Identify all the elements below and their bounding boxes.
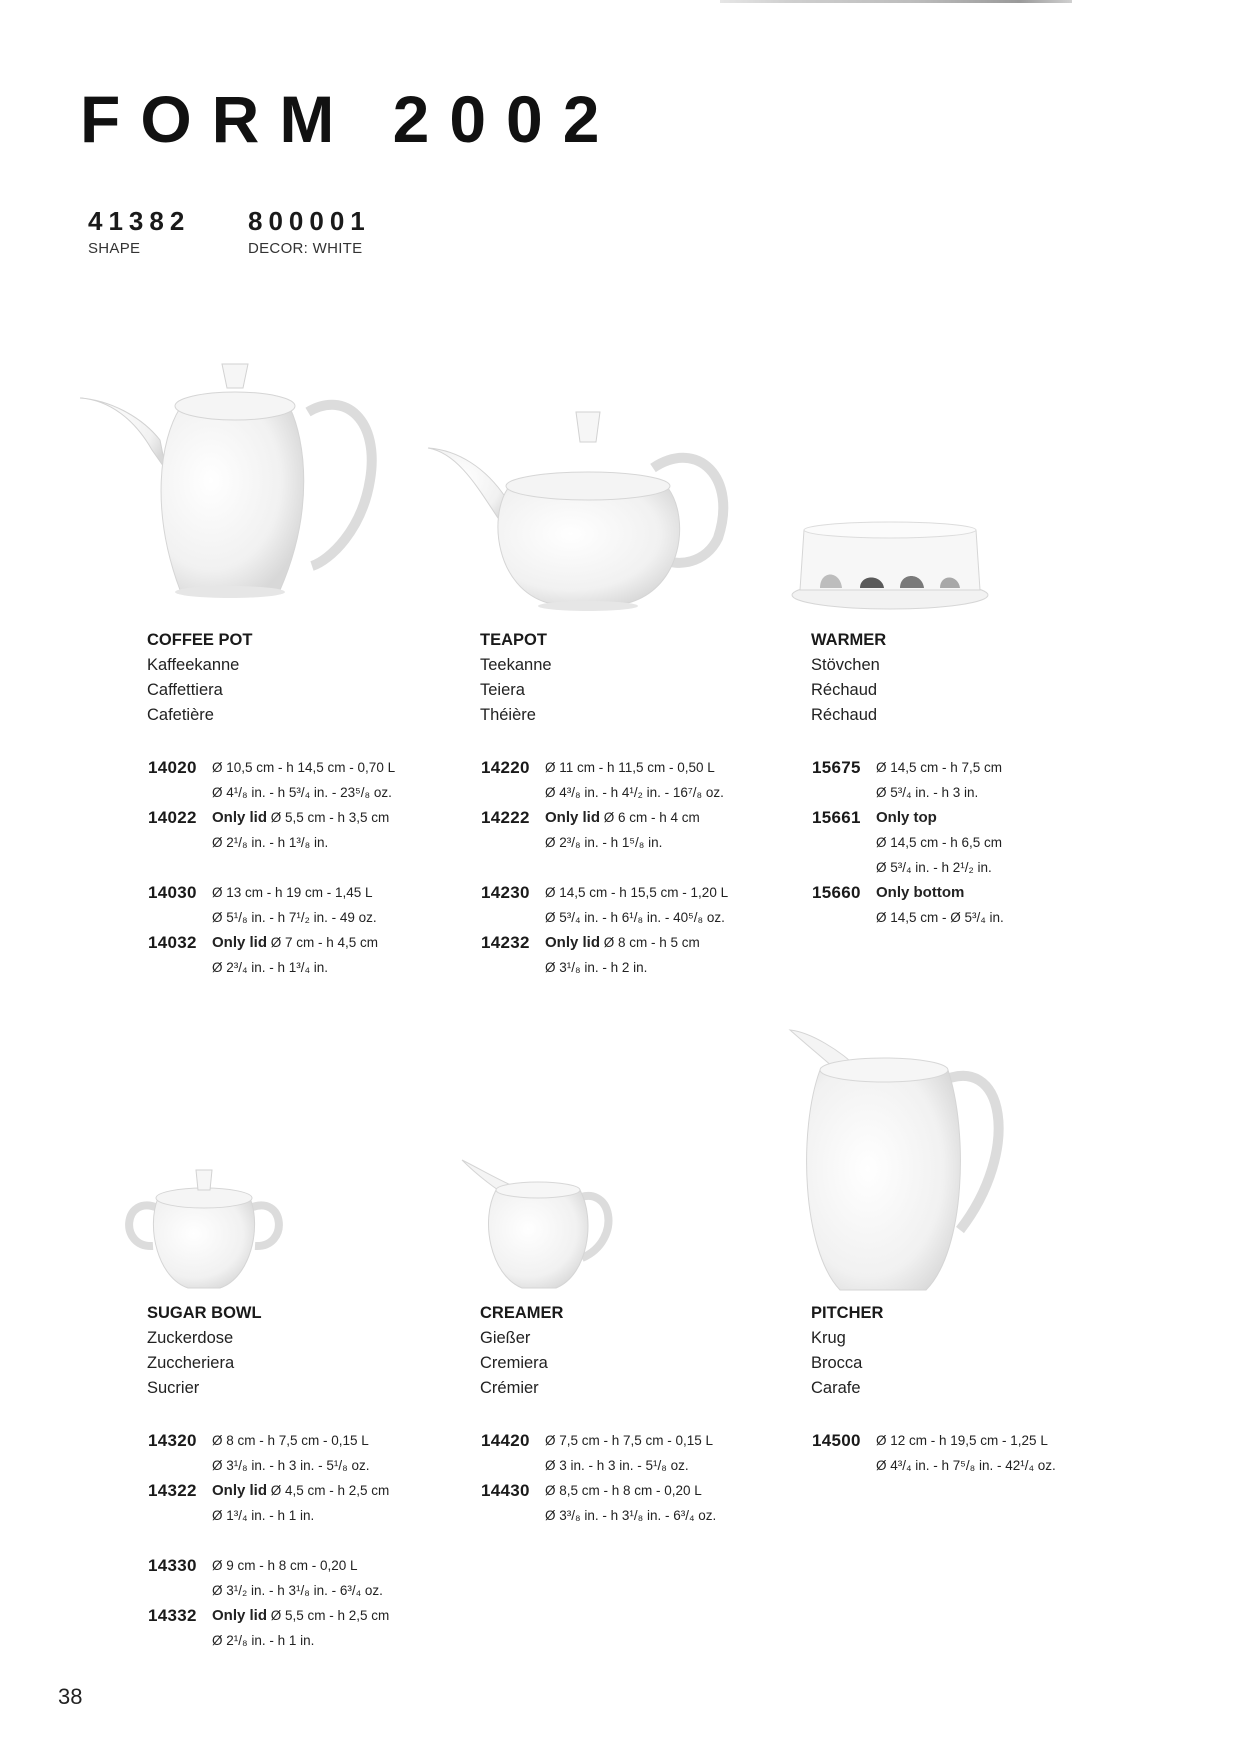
spec-list-creamer	[481, 1428, 811, 1528]
spec-row: Ø 3¹/₈ in. - h 3 in. - 5¹/₈ oz.	[212, 1458, 370, 1473]
product-name-fr: Réchaud	[811, 706, 878, 724]
page-number: 38	[58, 1684, 83, 1709]
spec-row: 14222 Only lid Ø 6 cm - h 4 cm	[481, 808, 700, 827]
product-name: COFFEE POT	[147, 631, 253, 649]
decor-code: 800001	[248, 206, 371, 236]
spec-row: 14430 Ø 8,5 cm - h 8 cm - 0,20 L	[481, 1481, 702, 1500]
spec-row: Ø 14,5 cm - Ø 5³/₄ in.	[876, 910, 1004, 925]
sugar-bowl-icon	[118, 1168, 290, 1296]
spec-row: Ø 2¹/₈ in. - h 1 in.	[212, 1633, 315, 1648]
shape-label: SHAPE	[88, 240, 141, 257]
spec-row: Ø 3¹/₂ in. - h 3¹/₈ in. - 6³/₄ oz.	[212, 1583, 383, 1598]
spec-list-pitcher	[812, 1428, 1142, 1478]
spec-row: 14232 Only lid Ø 8 cm - h 5 cm	[481, 933, 700, 952]
spec-row: Ø 5³/₄ in. - h 6¹/₈ in. - 40⁵/₈ oz.	[545, 910, 725, 925]
spec-row: 15660 Only bottom	[812, 883, 965, 902]
pitcher-icon	[790, 1020, 1016, 1298]
product-name-fr: Carafe	[811, 1379, 861, 1397]
product-name: SUGAR BOWL	[147, 1304, 262, 1322]
spec-row: 14032 Only lid Ø 7 cm - h 4,5 cm	[148, 933, 379, 952]
spec-row: Ø 1³/₄ in. - h 1 in.	[212, 1508, 315, 1523]
product-block-creamer	[480, 1300, 780, 1401]
spec-row: Ø 5³/₄ in. - h 2¹/₂ in.	[876, 860, 992, 875]
product-name-it: Zuccheriera	[147, 1354, 235, 1372]
product-name-de: Zuckerdose	[147, 1329, 234, 1347]
spec-row: Ø 2¹/₈ in. - h 1³/₈ in.	[212, 835, 329, 850]
spec-list-warmer	[812, 755, 1142, 930]
spec-row: 15675 Ø 14,5 cm - h 7,5 cm	[812, 758, 1003, 777]
spec-row: Ø 3³/₈ in. - h 3¹/₈ in. - 6³/₄ oz.	[545, 1508, 717, 1523]
spec-row: Ø 3 in. - h 3 in. - 5¹/₈ oz.	[545, 1458, 689, 1473]
spec-row: 14030 Ø 13 cm - h 19 cm - 1,45 L	[148, 883, 373, 902]
spec-row: Ø 5¹/₈ in. - h 7¹/₂ in. - 49 oz.	[212, 910, 377, 925]
product-name-it: Teiera	[480, 681, 525, 699]
spec-row: Ø 4³/₈ in. - h 4¹/₂ in. - 16⁷/₈ oz.	[545, 785, 724, 800]
product-name-it: Cremiera	[480, 1354, 548, 1372]
product-block-teapot	[480, 627, 780, 728]
page-title: FORM 2002	[80, 82, 620, 156]
product-block-warmer	[811, 627, 1111, 728]
product-name-fr: Crémier	[480, 1379, 539, 1397]
product-name: CREAMER	[480, 1304, 564, 1322]
spec-row: Ø 2³/₄ in. - h 1³/₄ in.	[212, 960, 329, 975]
product-name-de: Kaffeekanne	[147, 656, 240, 674]
product-name: PITCHER	[811, 1304, 884, 1322]
top-image-strip	[720, 0, 1072, 3]
coffee-pot-icon	[80, 360, 380, 618]
spec-list-coffee-pot	[148, 755, 478, 980]
spec-row: 14332 Only lid Ø 5,5 cm - h 2,5 cm	[148, 1606, 390, 1625]
spec-row: 14020 Ø 10,5 cm - h 14,5 cm - 0,70 L	[148, 758, 396, 777]
product-name-de: Teekanne	[480, 656, 552, 674]
product-name-fr: Théière	[480, 706, 536, 724]
spec-list-sugar-bowl	[148, 1428, 478, 1653]
spec-list-teapot	[481, 755, 811, 980]
product-name-fr: Sucrier	[147, 1379, 200, 1397]
spec-row: Ø 2³/₈ in. - h 1⁵/₈ in.	[545, 835, 663, 850]
shape-code: 41382	[88, 206, 191, 236]
spec-row: Ø 3¹/₈ in. - h 2 in.	[545, 960, 648, 975]
spec-row: 14330 Ø 9 cm - h 8 cm - 0,20 L	[148, 1556, 358, 1575]
product-name-it: Réchaud	[811, 681, 878, 699]
spec-row: Ø 5³/₄ in. - h 3 in.	[876, 785, 979, 800]
creamer-icon	[462, 1160, 618, 1296]
spec-row: Ø 4³/₄ in. - h 7⁵/₈ in. - 42¹/₄ oz.	[876, 1458, 1056, 1473]
product-name-de: Stövchen	[811, 656, 880, 674]
product-block-pitcher	[811, 1300, 1111, 1401]
product-name-fr: Cafetière	[147, 706, 214, 724]
spec-row: Ø 14,5 cm - h 6,5 cm	[876, 835, 1003, 850]
spec-row: 14220 Ø 11 cm - h 11,5 cm - 0,50 L	[481, 758, 715, 777]
spec-row: 15661 Only top	[812, 808, 937, 827]
spec-row: 14022 Only lid Ø 5,5 cm - h 3,5 cm	[148, 808, 390, 827]
product-name: WARMER	[811, 631, 887, 649]
product-name-it: Brocca	[811, 1354, 863, 1372]
teapot-icon	[428, 408, 738, 618]
spec-row: Ø 4¹/₈ in. - h 5³/₄ in. - 23⁵/₈ oz.	[212, 785, 392, 800]
warmer-icon	[790, 520, 990, 612]
product-name-de: Krug	[811, 1329, 846, 1347]
spec-row: 14420 Ø 7,5 cm - h 7,5 cm - 0,15 L	[481, 1431, 714, 1450]
spec-row: 14322 Only lid Ø 4,5 cm - h 2,5 cm	[148, 1481, 390, 1500]
decor-label: DECOR: WHITE	[248, 240, 363, 257]
spec-row: 14320 Ø 8 cm - h 7,5 cm - 0,15 L	[148, 1431, 369, 1450]
product-name: TEAPOT	[480, 631, 547, 649]
product-block-sugar-bowl	[147, 1300, 447, 1401]
spec-row: 14500 Ø 12 cm - h 19,5 cm - 1,25 L	[812, 1431, 1048, 1450]
product-name-it: Caffettiera	[147, 681, 223, 699]
spec-row: 14230 Ø 14,5 cm - h 15,5 cm - 1,20 L	[481, 883, 729, 902]
product-block-coffee-pot	[147, 627, 447, 728]
product-name-de: Gießer	[480, 1329, 531, 1347]
